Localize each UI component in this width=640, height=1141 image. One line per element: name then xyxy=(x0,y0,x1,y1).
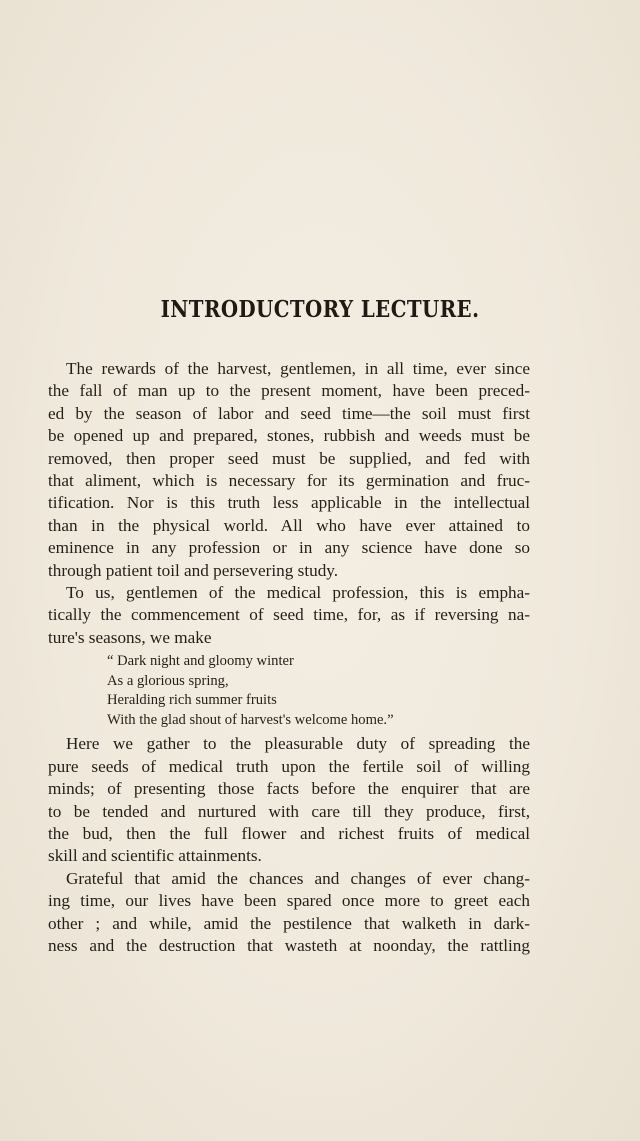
verse-line: As a glorious spring, xyxy=(107,672,229,689)
text-line: be opened up and prepared, stones, rubbish and weeds must be xyxy=(48,426,530,446)
text-line: Here we gather to the pleasurable duty of spreading the xyxy=(66,734,530,754)
verse-line: With the glad shout of harvest's welcome home.” xyxy=(107,711,394,728)
page-title: INTRODUCTORY LECTURE. xyxy=(160,296,480,323)
text-line: minds; of presenting those facts before the enquirer that are xyxy=(48,779,530,799)
paragraph-4 xyxy=(48,868,530,958)
text-line: tification. Nor is this truth less applicable in the intellectual xyxy=(48,493,530,513)
text-line: the bud, then the full flower and richest fruits of medical xyxy=(48,824,530,844)
text-line: through patient toil and persevering study. xyxy=(48,560,339,580)
body-text xyxy=(48,358,530,957)
text-line: The rewards of the harvest, gentlemen, in all time, ever since xyxy=(66,359,530,378)
text-line: ture's seasons, we make xyxy=(48,627,212,647)
text-line: skill and scientific attainments. xyxy=(48,846,262,866)
text-line: the fall of man up to the present moment, have been preced- xyxy=(48,381,530,401)
verse-quote xyxy=(48,652,530,730)
text-line: removed, then proper seed must be supplied, and fed with xyxy=(48,448,530,468)
text-line: tically the commencement of seed time, for, as if reversing na- xyxy=(48,605,530,625)
text-line: ed by the season of labor and seed time—the soil must first xyxy=(48,403,530,423)
paragraph-2 xyxy=(48,582,530,649)
text-line: To us, gentlemen of the medical profession, this is empha- xyxy=(66,582,530,602)
text-line: to be tended and nurtured with care till they produce, first, xyxy=(48,801,530,821)
text-line: than in the physical world. All who have ever attained to xyxy=(48,515,530,535)
text-line: Grateful that amid the chances and changes of ever chang- xyxy=(66,868,530,888)
verse-line: Heralding rich summer fruits xyxy=(107,692,277,709)
text-line: pure seeds of medical truth upon the fertile soil of willing xyxy=(48,756,530,776)
text-line: eminence in any profession or in any science have done so xyxy=(48,538,530,558)
text-line: ing time, our lives have been spared once more to greet each xyxy=(48,891,530,911)
verse-line: “ Dark night and gloomy winter xyxy=(107,653,294,670)
text-line: ness and the destruction that wasteth at noonday, the rattling xyxy=(48,935,530,955)
paragraph-3 xyxy=(48,733,530,867)
text-line: other ; and while, amid the pestilence that walketh in dark- xyxy=(48,913,530,933)
paragraph-1 xyxy=(48,358,530,582)
text-line: that aliment, which is necessary for its germination and fruc- xyxy=(48,470,530,490)
